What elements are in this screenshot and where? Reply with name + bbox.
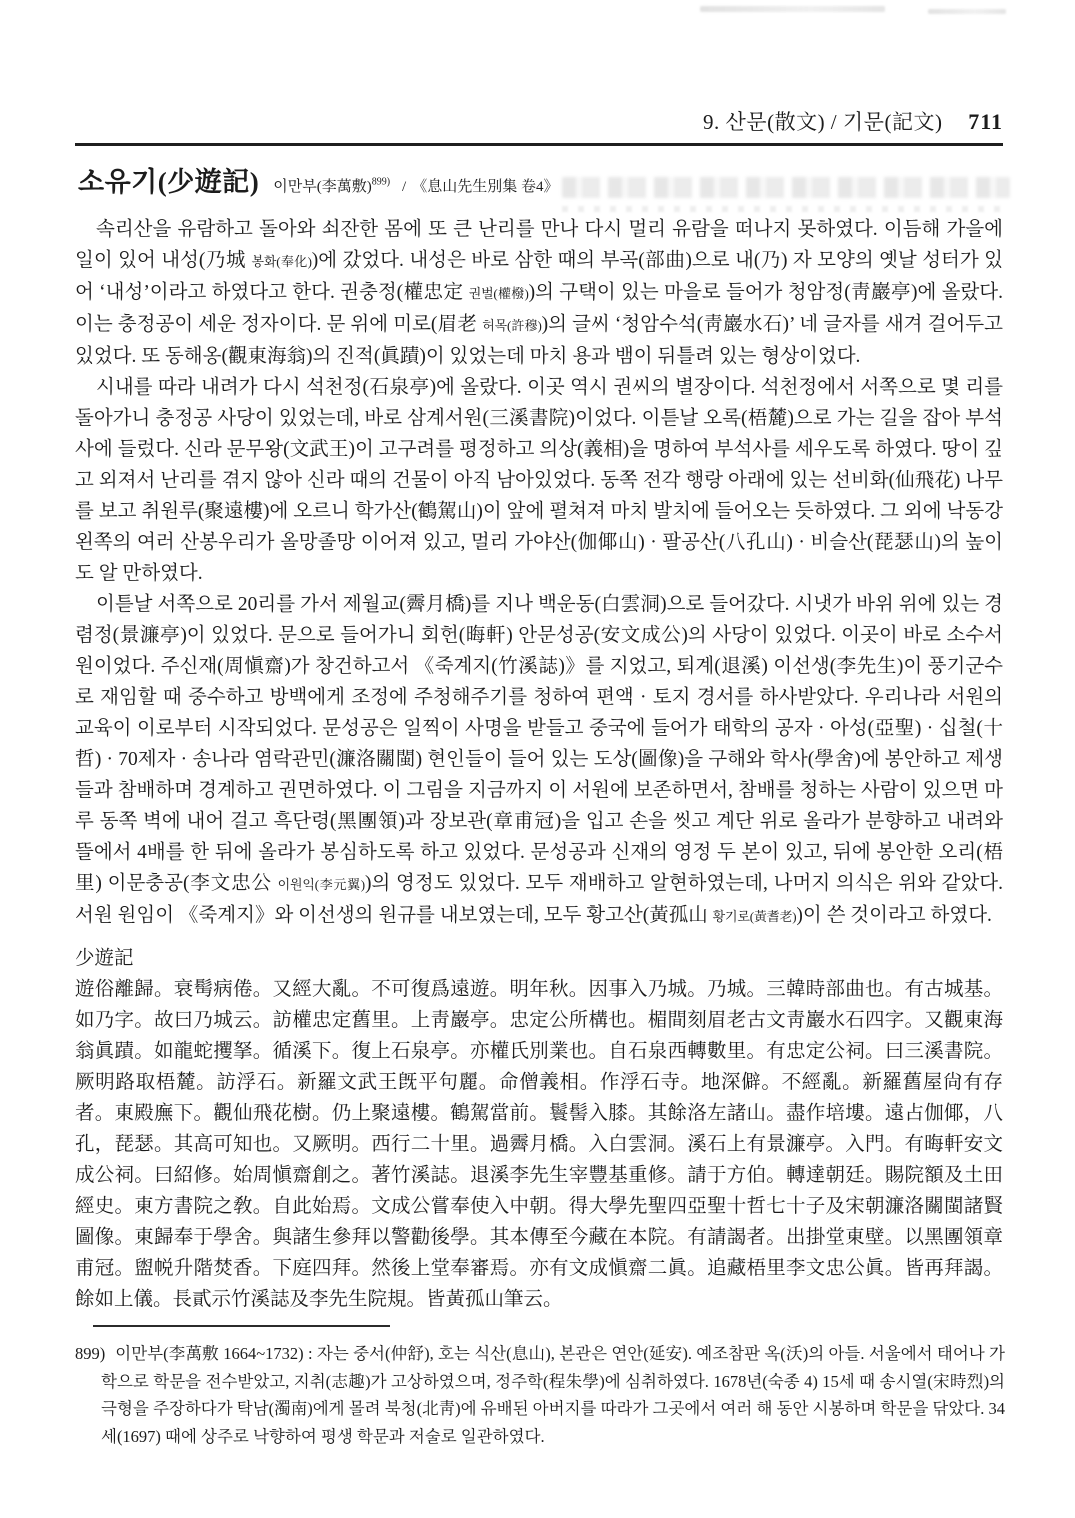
footnote-separator — [93, 1325, 390, 1327]
page-number: 711 — [968, 109, 1003, 134]
footnote-text: 이만부(李萬敷 1664~1732) : 자는 중서(仲舒), 호는 식산(息山), 본관은 연안(延安). 예조참판 옥(沃)의 아들. 서울에서 태어나 가학으로 학문을 전수받았고, 지취(志趣)가 고상하였으며, 정주학(程朱學)에 심취하였다. 1678년(숙종 4) 15세 때 송시열(宋時烈)의 극형을 주장하다가 탁남(濁南)에게 몰려 북청(北靑)에 유배된 아버지를 따라가 그곳에서 여러 해 동안 시봉하며 학문을 닦았다. 34세(1697) 때에 상주로 낙향하여 평생 학문과 저술로 일관하였다. — [101, 1344, 1005, 1446]
body-paragraphs — [75, 214, 1003, 932]
bleed-through-artifact — [700, 6, 885, 12]
article-author: 이만부(李萬敷) — [273, 179, 372, 195]
article-source: 《息山先生別集 卷4》 — [412, 179, 559, 195]
article-title-text: 소유기(少遊記) — [78, 167, 260, 197]
body-paragraph — [75, 589, 1003, 932]
section-title: 9. 산문(散文) / 기문(記文) — [703, 110, 943, 134]
running-head — [75, 110, 1003, 146]
title-separator: / — [402, 179, 407, 195]
body-paragraph — [75, 214, 1003, 372]
hanmun-text: 遊俗離歸。衰髩病倦。又經大亂。不可復爲遠遊。明年秋。因事入乃城。乃城。三韓時部曲也。有古城基。如乃字。故曰乃城云。訪權忠定舊里。上靑巖亭。忠定公所構也。楣間刻眉老古文靑巖水石四字。又觀東海翁眞蹟。如龍蛇攫拏。循溪下。復上石泉亭。亦權氏別業也。自石泉西轉數里。有忠定公祠。曰三溪書院。厥明路取梧麓。訪浮石。新羅文武王旣平句麗。命僧義相。作浮石寺。地深僻。不經亂。新羅舊屋尙有存者。東殿廡下。觀仙飛花樹。仍上聚遠樓。鶴駕當前。鬟髻入膝。其餘洛左諸山。盡作培塿。遠占伽倻，八孔，琵瑟。其高可知也。又厥明。西行二十里。過霽月橋。入白雲洞。溪石上有景濂亭。入門。有晦軒安文成公祠。曰紹修。始周愼齋創之。著竹溪誌。退溪李先生宰豐基重修。請于方伯。轉達朝廷。賜院額及土田經史。東方書院之敎。自此始焉。文成公嘗奉使入中朝。得大學先聖四亞聖十哲七十子及宋朝濂洛關閩諸賢圖像。東歸奉于學舍。與諸生參拜以警勸後學。其本傳至今藏在本院。有請謁者。出掛堂東壁。以黑團領章甫冠。盥帨升階焚香。下庭四拜。然後上堂奉審焉。亦有文成愼齋二眞。追藏梧里李文忠公眞。皆再拜謁。餘如上儀。長貳示竹溪誌及李先生院規。皆黃孤山筆云。 — [75, 979, 1003, 1310]
article-body — [75, 214, 1003, 1315]
bleed-through-artifact — [928, 9, 1006, 14]
footnote — [75, 1340, 1005, 1450]
inline-gloss: 봉화(奉化) — [251, 254, 312, 269]
bleed-through-artifact — [562, 206, 1010, 212]
body-paragraph — [75, 372, 1003, 589]
paragraph-text: )이 쓴 것이라고 하였다. — [796, 905, 992, 926]
paragraph-text: )의 구택이 있는 마을로 들어가 청암정(靑巖亭)에 올랐다. 이는 충정공이 세운 정자이다. 문 위에 미로(眉老 — [75, 282, 1003, 335]
inline-gloss: 허목(許穆) — [482, 318, 542, 333]
article-title — [78, 165, 1006, 204]
paragraph-text: )의 영정도 있었다. 모두 재배하고 알현하였는데, 나머지 의식은 위와 같았다. 서원 원임이 《죽계지》와 이선생의 원규를 내보였는데, 모두 황고산(黃孤山 — [75, 873, 1004, 926]
hanmun-heading: 少遊記 — [75, 948, 134, 969]
inline-gloss: 권벌(權橃) — [468, 286, 529, 301]
inline-gloss: 이원익(李元翼) — [277, 877, 365, 892]
footnote-entry — [75, 1340, 1005, 1450]
inline-gloss: 황기로(黃耆老) — [712, 909, 797, 924]
paragraph-text: 속리산을 유람하고 돌아와 쇠잔한 몸에 또 큰 난리를 만나 다시 멀리 유람을 떠나지 못하였다. 이듬해 가을에 일이 있어 내성(乃城 — [75, 219, 1003, 271]
footnote-number: 899) — [75, 1344, 106, 1363]
footnote-ref: 899) — [371, 176, 391, 188]
paragraph-text: )에 갔었다. 내성은 바로 삼한 때의 부곡(部曲)으로 내(乃) 자 모양의 옛날 성터가 있어 ‘내성’이라고 하였다고 한다. 권충정(權忠定 — [75, 250, 1003, 303]
hanmun-block — [75, 943, 1003, 1315]
paragraph-text: 이튿날 서쪽으로 20리를 가서 제월교(霽月橋)를 지나 백운동(白雲洞)으로 들어갔다. 시냇가 바위 위에 있는 경렴정(景濂亭)이 있었다. 문으로 들어가니 회헌(晦軒) 안문성공(安文成公)의 사당이 있었다. 이곳이 바로 소수서원이었다. 주신재(周愼齋)가 창건하고서 《죽계지(竹溪誌)》를 지었고, 퇴계(退溪) 이선생(李先生)이 풍기군수로 재임할 때 중수하고 방백에게 조정에 주청해주기를 청하여 편액 · 토지 경서를 하사받았다. 우리나라 서원의 교육이 이로부터 시작되었다. 문성공은 일찍이 사명을 받들고 중국에 들어가 태학의 공자 · 아성(亞聖) · 십철(十哲) · 70제자 · 송나라 염락관민(濂洛關閩) 현인들이 들어 있는 도상(圖像)을 구해와 학사(學舍)에 봉안하고 제생들과 참배하며 경계하고 권면하였다. 이 그림을 지금까지 이 서원에 보존하면서, 참배를 청하는 사람이 있으면 마루 동쪽 벽에 내어 걸고 흑단령(黑團領)과 장보관(章甫冠)을 입고 손을 씻고 계단 위로 올라가 분향하고 내려와 뜰에서 4배를 한 뒤에 올라가 봉심하도록 하고 있었다. 문성공과 신재의 영정 두 본이 있고, 뒤에 봉안한 오리(梧里) 이문충공(李文忠公 — [75, 594, 1003, 894]
paragraph-text: )의 글씨 ‘청암수석(靑巖水石)’ 네 글자를 새겨 걸어두고 있었다. 또 동해옹(觀東海翁)의 진적(眞蹟)이 있었는데 마치 용과 뱀이 뒤틀려 있는 형상이었다. — [75, 314, 1003, 367]
paragraph-text: 시내를 따라 내려가 다시 석천정(石泉亭)에 올랐다. 이곳 역시 권씨의 별장이다. 석천정에서 서쪽으로 몇 리를 돌아가니 충정공 사당이 있었는데, 바로 삼계서원(三溪書院)이었다. 이튿날 오록(梧麓)으로 가는 길을 잡아 부석사에 들렀다. 신라 문무왕(文武王)이 고구려를 평정하고 의상(義相)을 명하여 부석사를 세우도록 하였다. 땅이 깊고 외져서 난리를 겪지 않아 신라 때의 건물이 아직 남아있었다. 동쪽 전각 행랑 아래에 있는 선비화(仙飛花) 나무를 보고 취원루(聚遠樓)에 오르니 학가산(鶴駕山)이 앞에 펼쳐져 마치 발치에 들어오는 듯하였다. 그 외에 낙동강 왼쪽의 여러 산봉우리가 올망졸망 이어져 있고, 멀리 가야산(伽倻山) · 팔공산(八孔山) · 비슬산(琵瑟山)의 높이도 알 만하였다. — [75, 377, 1003, 584]
